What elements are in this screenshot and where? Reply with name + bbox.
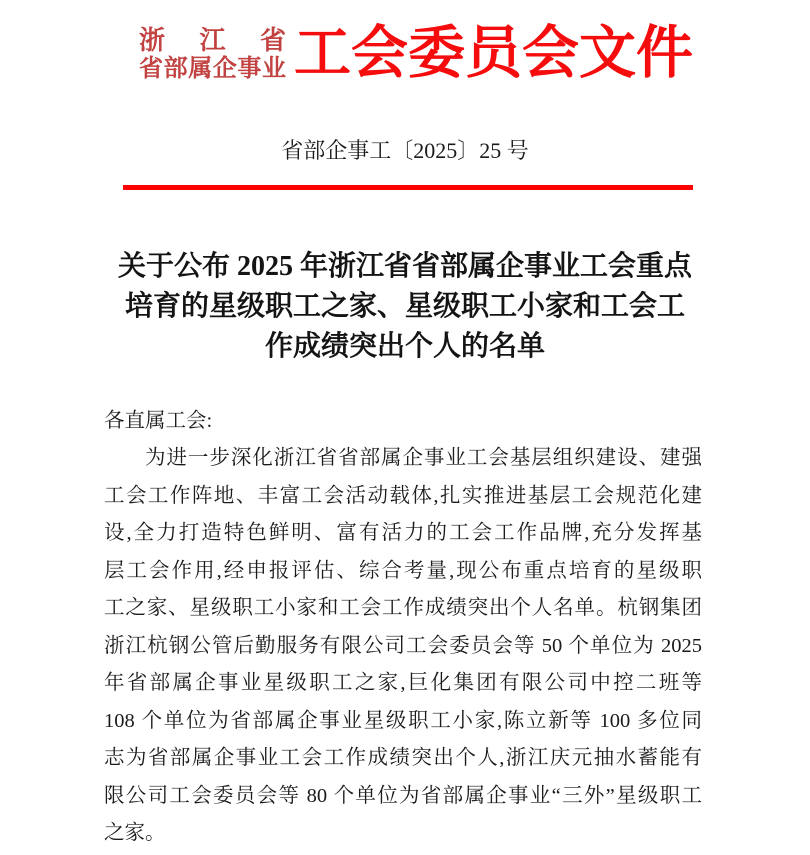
document-body [104, 402, 702, 853]
body-line-10: 限公司工会委员会等 80 个单位为省部属企事业“三外”星级职工 [104, 784, 702, 807]
salutation: 各直属工会: [104, 410, 213, 432]
body-line-3: 设,全力打造特色鲜明、富有活力的工会工作品牌,充分发挥基 [104, 522, 702, 544]
body-line-9: 志为省部属企事业工会工作成绩突出个人,浙江庆元抽水蓄能有 [104, 747, 702, 769]
issuing-org-name [139, 26, 286, 83]
document-title [50, 247, 760, 367]
body-line-5: 工之家、星级职工小家和工会工作成绩突出个人名单。杭钢集团 [104, 597, 702, 619]
body-line-11: 之家。 [104, 822, 166, 844]
body-line-6: 浙江杭钢公管后勤服务有限公司工会委员会等 50 个单位为 2025 [104, 634, 702, 657]
body-line-7: 年省部属企事业星级职工之家,巨化集团有限公司中控二班等 [104, 672, 702, 694]
org-name-line-2: 省部属企事业 [139, 56, 286, 82]
doc-number: 省部企事工〔2025〕25 号 [281, 138, 529, 163]
body-line-4: 层工会作用,经申报评估、综合考量,现公布重点培育的星级职 [104, 559, 702, 582]
title-line-1: 关于公布 2025 年浙江省省部属企事业工会重点 [117, 251, 692, 282]
doc-type-banner: 工会委员会文件 [294, 22, 693, 85]
org-name-line-1: 浙 江 省 [139, 26, 286, 55]
body-line-1: 为进一步深化浙江省省部属企事业工会基层组织建设、建强 [145, 447, 702, 469]
title-line-2: 培育的星级职工之家、星级职工小家和工会工 [124, 291, 685, 322]
title-line-3: 作成绩突出个人的名单 [264, 331, 545, 362]
body-line-2: 工会工作阵地、丰富工会活动载体,扎实推进基层工会规范化建 [104, 484, 702, 507]
body-line-8: 108 个单位为省部属企事业星级职工小家,陈立新等 100 多位同 [104, 709, 702, 732]
red-divider-line [123, 185, 693, 190]
